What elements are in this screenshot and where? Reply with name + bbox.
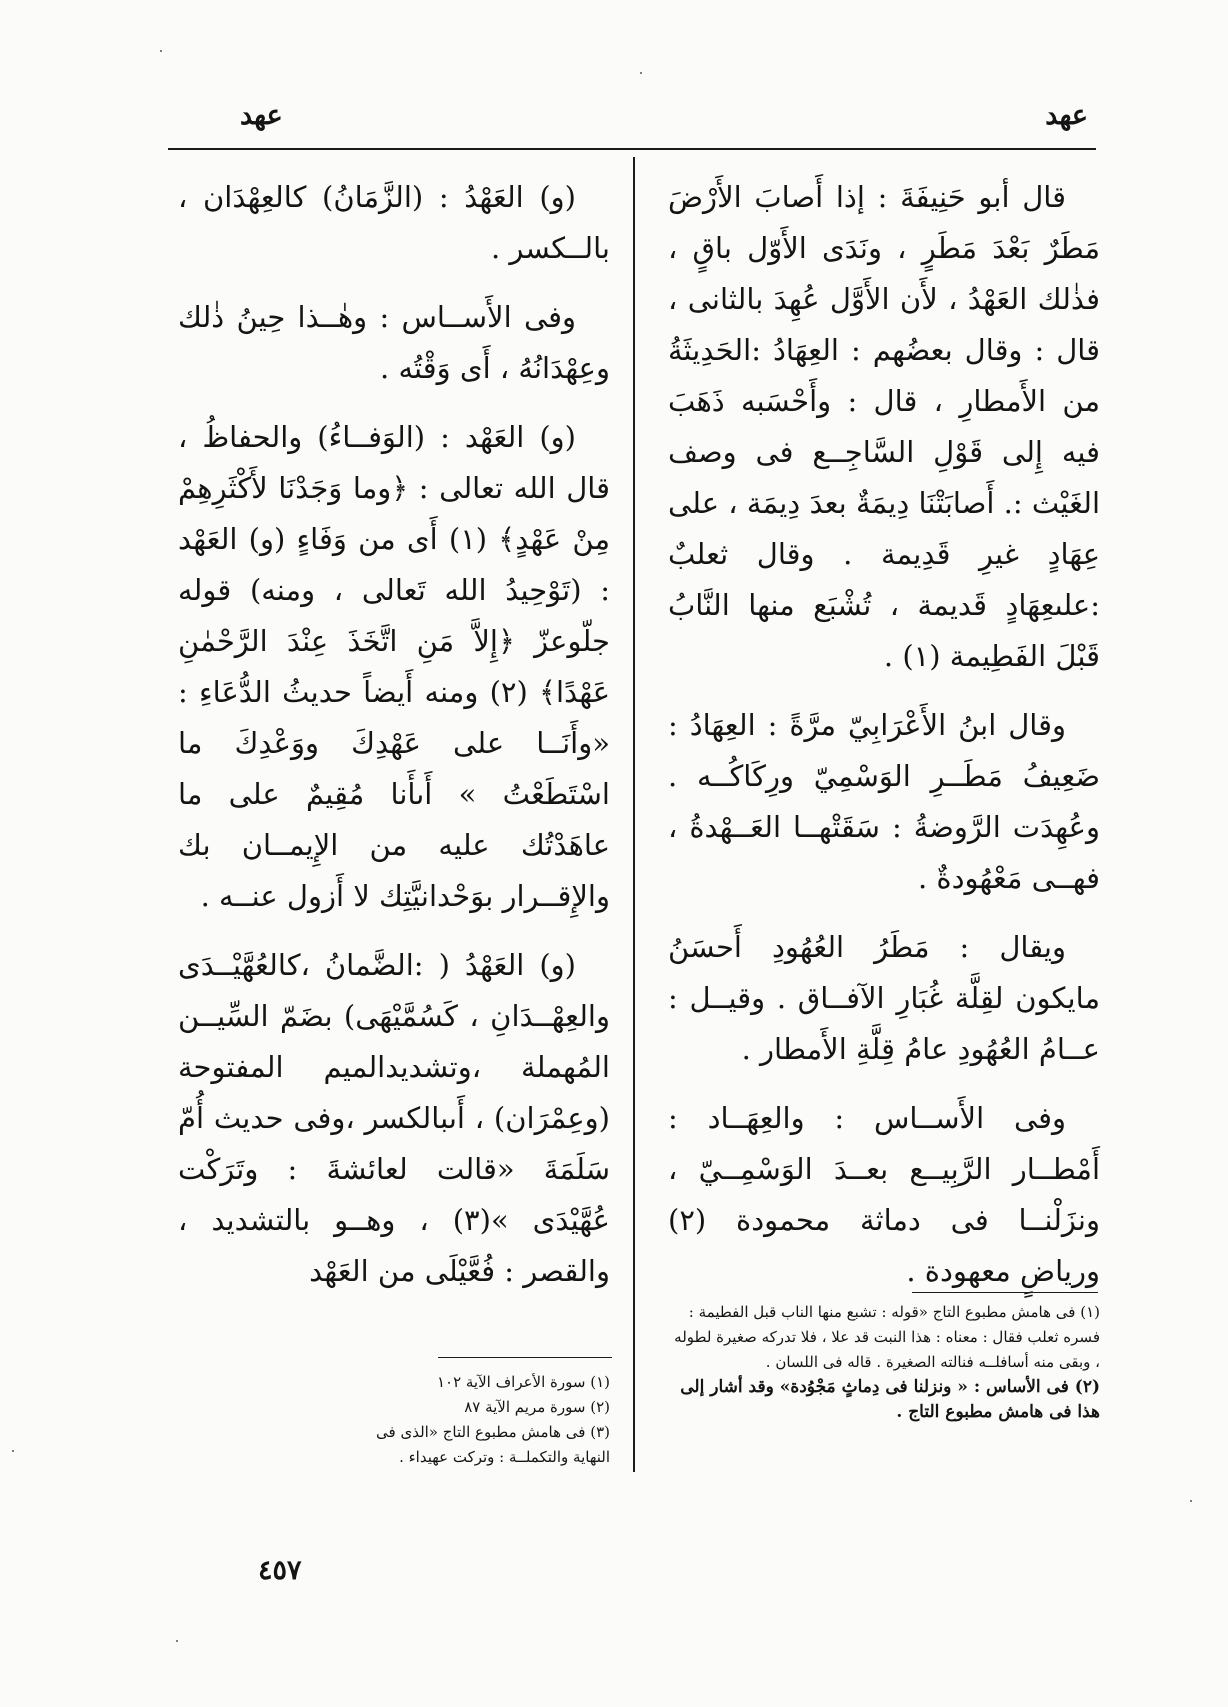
footnotes-right (668, 1300, 1100, 1425)
footnote: (٢) فى الأساس : « ونزلنا فى دِماثٍ مَجْوُدة» وقد أشار إلى هذا فى هامش مطبوع التاج . (680, 1377, 1100, 1422)
scan-speck (176, 1640, 178, 1642)
paragraph: وفى الأَســاس : وهٰــذا حِينُ ذٰلك وعِهْدَانُهُ ، أَى وَقْتُه . (178, 300, 610, 385)
paragraph: ويقال : مَطَرُ العُهُودِ أَحسَنُ مايكون لقِلَّة غُبَارِ الآفــاق . وقيــل : عــامُ العُهُودِ عامُ قِلَّةِ الأَمطار . (668, 930, 1100, 1066)
left-column (178, 172, 610, 1315)
paragraph: وفى الأَســاس : والعِهَــاد : أَمْطــار الرَّبِيــع بعــدَ الوَسْمِــيّ ، ونزَلْنــا فى دماثة محمودة (٢) ورياضٍ معهودة . (668, 1101, 1100, 1288)
footnote-rule-left (438, 1357, 612, 1358)
right-column (668, 172, 1100, 1315)
running-head-right: عهد (1045, 100, 1088, 131)
paragraph: (و) العَهْد : (الوَفــاءُ) والحفاظُ ، قال الله تعالى : ﴿وما وَجَدْنَا لأَكْثَرِهِمْ مِنْ عَهْدٍ﴾ (١) أَى من وَفَاءٍ (و) العَهْد : (تَوْحِيدُ الله تَعالى ، ومنه) قوله جلّوعزّ ﴿إِلاَّ مَنِ اتَّخَذَ عِنْدَ الرَّحْمٰنِ عَهْدًا﴾ (٢) ومنه أَيضاً حديثُ الدُّعَاءِ : «وأَنَــا على عَهْدِكَ ووَعْدِكَ ما اسْتَطَعْتُ » أَىأَنا مُقِيمٌ على ما عاهَدْتُك عليه من الإِيمــان بك والإِقــرار بوَحْدانيَّتِك لا أَزول عنــه . (178, 420, 610, 913)
scan-speck (1190, 1500, 1192, 1502)
paragraph: (و) العَهْدُ ( :الضَّمانُ ،كالعُهَّيْــدَى والعِهْــدَانِ ، كَسُمَّيْهَى) بضَمّ السِّيــن المُهملة ،وتشديدالميم المفتوحة (وعِمْرَان) ، أَىبالكسر ،وفى حديث أُمّ سَلَمَةَ «قالت لعائشةَ : وتَرَكْت عُهَّيْدَى »(٣) ، وهــو بالتشديد ، والقصر : فُعَّيْلَى من العَهْد (178, 948, 610, 1288)
scan-speck (640, 72, 642, 74)
paragraph: (و) العَهْدُ : (الزَّمَانُ) كالعِهْدَان ، بالــكسر . (178, 180, 610, 265)
scan-speck (160, 50, 162, 52)
footnote-rule-right (912, 1292, 1098, 1293)
column-divider (633, 157, 635, 1472)
page-number: ٤٥٧ (258, 1555, 302, 1586)
scan-speck (12, 1450, 14, 1452)
footnote: (١) سورة الأعراف الآية ١٠٢ (436, 1373, 610, 1391)
running-head-left: عهد (240, 100, 283, 131)
paragraph: وقال ابنُ الأَعْرَابِيّ مرَّةً : العِهَادُ : ضَعِيفُ مَطَــرِ الوَسْمِيّ ورِكَاكُــه . وعُهِدَت الرَّوضةُ : سَقَتْهــا العَــهْدةُ ، فهــى مَعْهُودةٌ . (668, 708, 1100, 895)
paragraph: قال أبو حَنِيفَةَ : إذا أَصابَ الأَرْضَ مَطَرٌ بَعْدَ مَطَرٍ ، ونَدَى الأَوّل باقٍ ، فذٰلك العَهْدُ ، لأَن الأَوَّل عُهِدَ بالثانى ، قال : وقال بعضُهم : العِهَادُ :الحَدِيثَةُ من الأَمطارِ ، قال : وأَحْسَبه ذَهَبَ فيه إِلى قَوْلِ السَّاجِــع فى وصف الغَيْث :. أَصابَتْنَا دِيمَةٌ بعدَ دِيمَة ، على عِهَادٍ غيرِ قَدِيمة . وقال ثعلبٌ :علىعِهَادٍ قَديمة ، تُشْبَع منها النَّابُ قَبْلَ الفَطِيمة (١) . (668, 180, 1100, 673)
header-rule (168, 148, 1096, 150)
footnote: (٣) فى هامش مطبوع التاج «الذى فى النهاية والتكملــة : وتركت عهيداء . (376, 1423, 610, 1466)
footnotes-left (360, 1370, 610, 1470)
footnote: (١) فى هامش مطبوع التاج «قوله : تشبع منها الناب قبل الفطيمة : فسره ثعلب فقال : معناه : هذا النبت قد علا ، فلا تدركه صغيرة لطوله ، وبقى منه أسافلــه فنالته الصغيرة . قاله فى اللسان . (674, 1303, 1100, 1371)
footnote: (٢) سورة مريم الآية ٨٧ (464, 1398, 610, 1416)
